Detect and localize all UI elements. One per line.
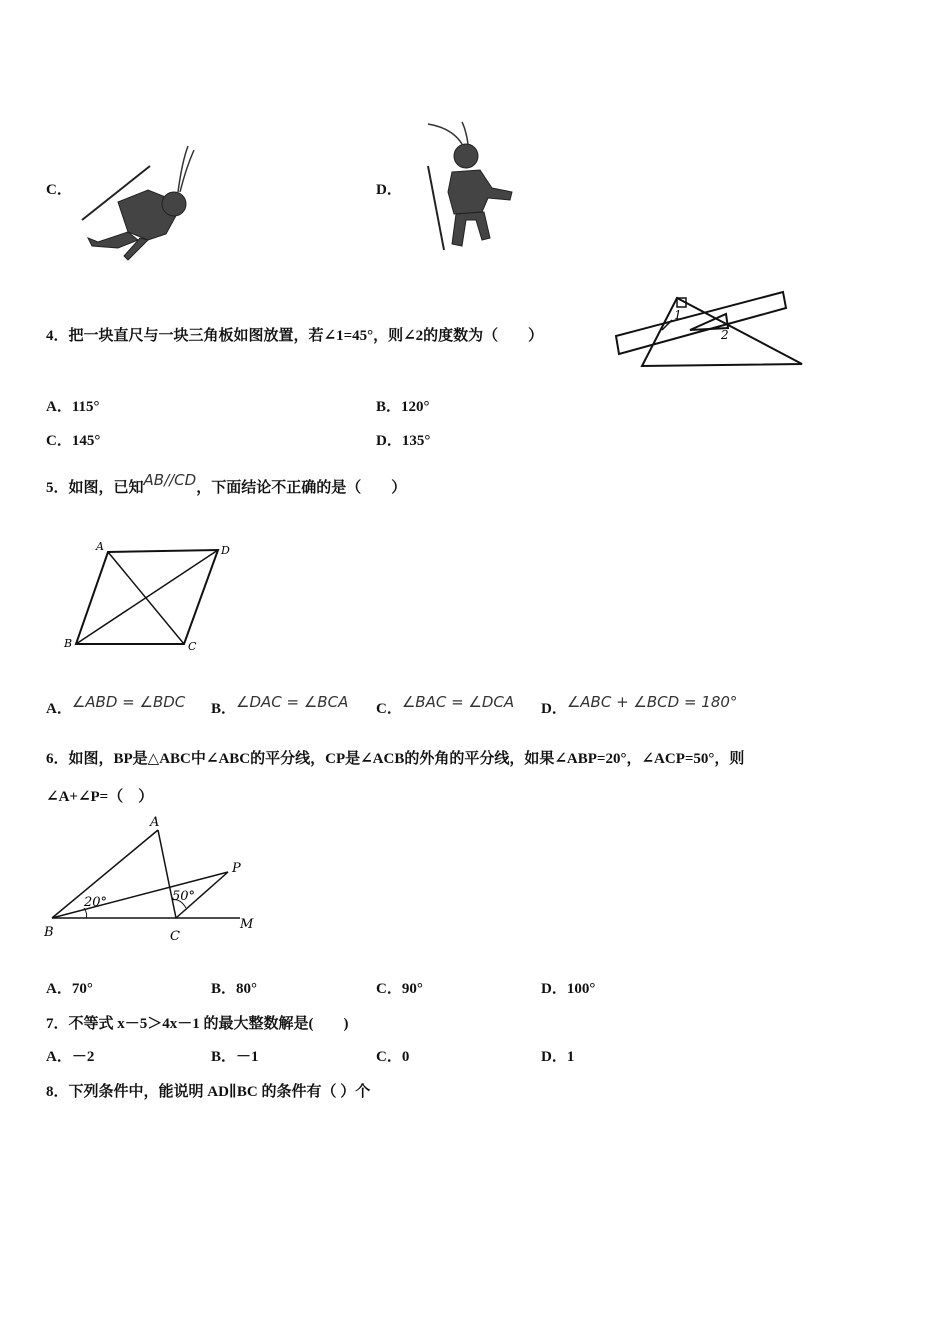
q6-fig-label-c: C (170, 929, 180, 944)
q5-fig-label-b: B (64, 637, 73, 650)
q6-text-line1: 6．如图，BP是△ABC中∠ABC的平分线，CP是∠ACB的外角的平分线，如果∠ABP=20°，∠ACP=50°，则 (46, 751, 745, 767)
q4-option-d: D．135° (376, 433, 431, 449)
q7-text: 7．不等式 x－5＞4x－1 的最大整数解是( ) (46, 1016, 349, 1032)
q6-fig-label-m: M (240, 917, 254, 932)
q5-figure (60, 536, 240, 656)
q5-option-d: D．∠ABC + ∠BCD = 180° (541, 693, 738, 717)
q5-fig-label-a: A (96, 540, 104, 553)
q3-option-c-label: C． (46, 182, 72, 198)
q4-option-b: B．120° (376, 399, 430, 415)
q3-option-c-figure (78, 142, 198, 264)
q6-fig-angle-c: 50° (172, 889, 196, 904)
q3-option-d-figure (422, 120, 518, 254)
q5-fig-label-c: C (188, 640, 197, 653)
q5-option-b: B．∠DAC = ∠BCA (211, 693, 349, 717)
q4-fig-label-1: 1 (674, 308, 682, 322)
q7-option-d: D．1 (541, 1049, 575, 1065)
q6-figure (40, 812, 270, 948)
q5-option-a: A．∠ABD = ∠BDC (46, 693, 186, 717)
q5-text: 5．如图，已知AB//CD，下面结论不正确的是（ ） (46, 471, 407, 496)
q4-option-c: C．145° (46, 433, 101, 449)
q6-fig-label-b: B (44, 925, 54, 940)
q6-fig-label-p: P (232, 861, 241, 876)
q6-option-c: C．90° (376, 981, 423, 997)
q4-text: 4．把一块直尺与一块三角板如图放置，若∠1=45°，则∠2的度数为（ ） (46, 328, 544, 344)
q7-option-a: A．－2 (46, 1049, 95, 1065)
q3-option-d-label: D． (376, 182, 402, 198)
q4-option-a: A．115° (46, 399, 100, 415)
q7-option-c: C．0 (376, 1049, 410, 1065)
q6-fig-angle-b: 20° (84, 895, 108, 910)
q4-fig-label-2: 2 (721, 328, 729, 342)
q6-option-a: A．70° (46, 981, 93, 997)
q8-text: 8．下列条件中，能说明 AD∥BC 的条件有（ ）个 (46, 1084, 371, 1100)
q6-text-line2: ∠A+∠P=（ ） (46, 789, 154, 805)
q6-option-b: B．80° (211, 981, 258, 997)
q5-fig-label-d: D (221, 544, 230, 557)
q7-option-b: B．－1 (211, 1049, 259, 1065)
q5-given: AB//CD (143, 471, 197, 489)
q6-fig-label-a: A (150, 815, 160, 830)
q6-option-d: D．100° (541, 981, 596, 997)
q5-option-c: C．∠BAC = ∠DCA (376, 693, 515, 717)
q4-figure (612, 290, 812, 370)
